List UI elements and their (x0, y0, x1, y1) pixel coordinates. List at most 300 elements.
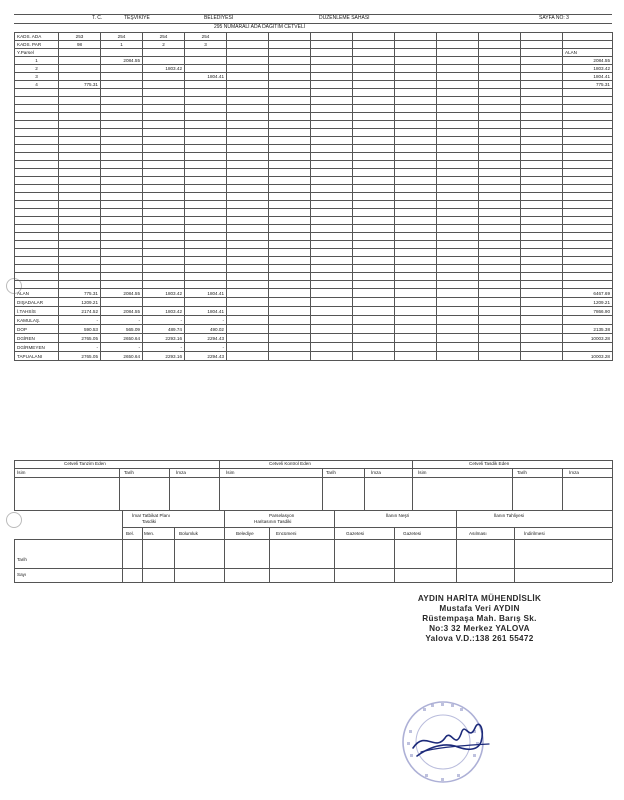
empty-cell (521, 265, 563, 273)
empty-cell (101, 161, 143, 169)
empty-cell (185, 265, 227, 273)
empty-row (15, 249, 613, 257)
empty-cell (227, 137, 269, 145)
parcel-area-cell: 1804.41 (185, 73, 227, 81)
empty-row (15, 169, 613, 177)
yparsel-label: Y.Parsel (15, 49, 59, 57)
summary-total: 6467.69 (563, 289, 613, 298)
empty-cell (59, 249, 101, 257)
empty-cell (563, 153, 613, 161)
empty-cell (59, 241, 101, 249)
parcel-area-cell (185, 81, 227, 89)
kads-par-value: 1 (101, 41, 143, 49)
empty-cell (311, 137, 353, 145)
empty-cell (311, 73, 353, 81)
empty-cell (15, 273, 59, 281)
summary-value: 2765.05 (59, 352, 101, 361)
summary-value: - (143, 316, 185, 325)
empty-cell (437, 153, 479, 161)
empty-cell (437, 265, 479, 273)
empty-cell (15, 153, 59, 161)
empty-cell (269, 169, 311, 177)
empty-cell (269, 81, 311, 89)
empty-cell (101, 209, 143, 217)
empty-cell (143, 145, 185, 153)
summary-value: 2294.43 (185, 334, 227, 343)
empty-cell (227, 57, 269, 65)
men-label: Men. (144, 531, 155, 536)
parcel-total: 775.31 (563, 81, 613, 89)
empty-cell (101, 257, 143, 265)
empty-cell (353, 265, 395, 273)
empty-cell (479, 352, 521, 361)
summary-total: 2135.38 (563, 325, 613, 334)
empty-cell (59, 225, 101, 233)
empty-cell (143, 105, 185, 113)
empty-cell (227, 352, 269, 361)
empty-cell (479, 298, 521, 307)
empty-cell (311, 233, 353, 241)
empty-cell (563, 97, 613, 105)
empty-cell (311, 225, 353, 233)
empty-cell (101, 145, 143, 153)
empty-cell (353, 193, 395, 201)
summary-row (15, 316, 613, 325)
empty-row (15, 217, 613, 225)
parcel-total: 1803.42 (563, 65, 613, 73)
empty-cell (437, 249, 479, 257)
empty-cell (59, 265, 101, 273)
empty-cell (521, 201, 563, 209)
empty-cell (395, 241, 437, 249)
empty-cell (185, 129, 227, 137)
empty-cell (227, 81, 269, 89)
tasdik-label: Cetveli Tasdik Eden (469, 461, 510, 466)
empty-cell (395, 307, 437, 316)
empty-cell (269, 241, 311, 249)
empty-cell (521, 169, 563, 177)
empty-cell (563, 121, 613, 129)
tarih-label-2: Tarih (326, 470, 336, 475)
empty-cell (479, 73, 521, 81)
empty-cell (15, 209, 59, 217)
empty-cell (353, 57, 395, 65)
empty-cell (311, 161, 353, 169)
empty-cell (143, 217, 185, 225)
summary-label: TAPUALANI (15, 352, 59, 361)
empty-cell (15, 249, 59, 257)
isim-label-3: İsim (418, 470, 427, 475)
empty-cell (521, 49, 563, 57)
empty-cell (479, 113, 521, 121)
empty-cell (563, 225, 613, 233)
empty-cell (227, 185, 269, 193)
parcel-area-cell: 775.31 (59, 81, 101, 89)
summary-value: 1209.21 (59, 298, 101, 307)
empty-cell (15, 97, 59, 105)
empty-cell (437, 57, 479, 65)
empty-cell (311, 334, 353, 343)
empty-cell (227, 307, 269, 316)
header-duzenleme: DÜZENLEME SAHASI (319, 15, 370, 21)
empty-cell (15, 105, 59, 113)
summary-value: 1803.42 (143, 289, 185, 298)
empty-cell (353, 273, 395, 281)
empty-cell (269, 193, 311, 201)
empty-cell (521, 65, 563, 73)
kads-par-value: 98 (59, 41, 101, 49)
empty-cell (437, 89, 479, 97)
empty-cell (437, 193, 479, 201)
empty-cell (479, 257, 521, 265)
empty-cell (437, 81, 479, 89)
empty-cell (15, 201, 59, 209)
empty-cell (15, 113, 59, 121)
empty-cell (521, 33, 563, 41)
empty-cell (437, 41, 479, 49)
empty-cell (479, 129, 521, 137)
parcel-row (15, 57, 613, 65)
empty-cell (227, 273, 269, 281)
empty-cell (479, 273, 521, 281)
empty-row (15, 97, 613, 105)
empty-cell (59, 153, 101, 161)
empty-cell (353, 113, 395, 121)
summary-value (101, 298, 143, 307)
empty-cell (311, 49, 353, 57)
empty-cell (437, 33, 479, 41)
empty-cell (311, 273, 353, 281)
empty-cell (311, 41, 353, 49)
empty-cell (395, 177, 437, 185)
empty-cell (563, 177, 613, 185)
empty-cell (395, 217, 437, 225)
alan-header: ALAN (563, 49, 613, 57)
empty-cell (15, 217, 59, 225)
empty-cell (269, 73, 311, 81)
empty-cell (143, 89, 185, 97)
empty-cell (479, 65, 521, 73)
empty-cell (59, 217, 101, 225)
empty-cell (227, 289, 269, 298)
parcel-area-cell (59, 73, 101, 81)
empty-cell (437, 217, 479, 225)
empty-cell (227, 145, 269, 153)
parcel-area-cell (101, 81, 143, 89)
empty-cell (269, 137, 311, 145)
empty-row (15, 273, 613, 281)
empty-cell (479, 241, 521, 249)
summary-value: 2084.55 (101, 289, 143, 298)
summary-value: - (101, 343, 143, 352)
empty-cell (15, 265, 59, 273)
bel-label: Bel. (126, 531, 134, 536)
summary-value: 2174.52 (59, 307, 101, 316)
empty-cell (479, 169, 521, 177)
empty-cell (479, 41, 521, 49)
empty-cell (353, 81, 395, 89)
empty-cell (101, 89, 143, 97)
empty-cell (269, 217, 311, 225)
parcel-number: 2 (15, 65, 59, 73)
empty-cell (563, 137, 613, 145)
summary-label: DIŞADALAR (15, 298, 59, 307)
empty-row (15, 225, 613, 233)
empty-cell (395, 273, 437, 281)
empty-cell (143, 233, 185, 241)
empty-cell (227, 33, 269, 41)
empty-cell (185, 137, 227, 145)
empty-cell (395, 298, 437, 307)
empty-cell (227, 113, 269, 121)
kontrol-label: Cetveli Kontrol Eden (269, 461, 311, 466)
empty-cell (479, 334, 521, 343)
empty-cell (143, 121, 185, 129)
empty-cell (437, 298, 479, 307)
empty-cell (59, 113, 101, 121)
empty-cell (353, 352, 395, 361)
empty-cell (59, 281, 101, 289)
empty-cell (185, 193, 227, 201)
empty-cell (227, 129, 269, 137)
header-tc: T. C. (92, 15, 103, 21)
empty-cell (353, 209, 395, 217)
empty-cell (269, 281, 311, 289)
empty-cell (395, 185, 437, 193)
parcel-total: 1804.41 (563, 73, 613, 81)
empty-cell (311, 257, 353, 265)
empty-cell (563, 89, 613, 97)
empty-cell (311, 249, 353, 257)
empty-row (15, 241, 613, 249)
empty-cell (479, 343, 521, 352)
empty-cell (101, 105, 143, 113)
encumeni-label: Encümeni (276, 531, 297, 536)
empty-cell (353, 334, 395, 343)
empty-cell (185, 185, 227, 193)
empty-cell (59, 121, 101, 129)
empty-cell (269, 289, 311, 298)
distribution-table (14, 32, 613, 361)
empty-cell (269, 325, 311, 334)
empty-cell (101, 265, 143, 273)
empty-cell (563, 257, 613, 265)
parcel-row (15, 73, 613, 81)
empty-cell (269, 65, 311, 73)
empty-cell (185, 233, 227, 241)
empty-cell (437, 257, 479, 265)
empty-cell (437, 97, 479, 105)
empty-cell (311, 57, 353, 65)
empty-cell (269, 225, 311, 233)
empty-cell (227, 41, 269, 49)
summary-row (15, 343, 613, 352)
summary-total: 10003.28 (563, 352, 613, 361)
empty-cell (395, 121, 437, 129)
empty-cell (479, 281, 521, 289)
empty-cell (353, 65, 395, 73)
empty-cell (395, 65, 437, 73)
empty-cell (395, 89, 437, 97)
empty-cell (269, 105, 311, 113)
empty-cell (15, 177, 59, 185)
empty-cell (227, 209, 269, 217)
empty-cell (185, 273, 227, 281)
empty-cell (101, 273, 143, 281)
empty-cell (395, 225, 437, 233)
company-stamp (392, 594, 567, 644)
empty-cell (353, 257, 395, 265)
header-belediyesi: BELEDİYESİ (204, 15, 234, 21)
empty-cell (521, 161, 563, 169)
empty-cell (395, 193, 437, 201)
empty-cell (395, 325, 437, 334)
empty-cell (59, 177, 101, 185)
empty-cell (143, 129, 185, 137)
stamp-line-4: No:3 32 Merkez YALOVA (429, 624, 530, 633)
empty-cell (521, 217, 563, 225)
empty-row (15, 209, 613, 217)
empty-cell (311, 89, 353, 97)
empty-cell (269, 89, 311, 97)
empty-cell (353, 307, 395, 316)
bolumluk-label: Bolumluk (179, 531, 198, 536)
empty-cell (353, 129, 395, 137)
empty-cell (353, 217, 395, 225)
empty-cell (395, 352, 437, 361)
empty-cell (521, 137, 563, 145)
empty-cell (311, 121, 353, 129)
summary-value: 1804.41 (185, 289, 227, 298)
empty-cell (479, 121, 521, 129)
header-sayfa: SAYFA NO: 3 (539, 15, 569, 21)
empty-cell (311, 97, 353, 105)
empty-cell (353, 316, 395, 325)
empty-cell (521, 73, 563, 81)
empty-cell (479, 193, 521, 201)
empty-cell (143, 161, 185, 169)
ilanin-nesri-label: İlanın Neşri (386, 513, 410, 518)
empty-cell (227, 298, 269, 307)
empty-cell (185, 257, 227, 265)
empty-cell (353, 161, 395, 169)
empty-cell (59, 201, 101, 209)
empty-cell (101, 49, 143, 57)
empty-cell (521, 298, 563, 307)
empty-cell (395, 105, 437, 113)
empty-row (15, 129, 613, 137)
empty-cell (479, 201, 521, 209)
empty-cell (521, 257, 563, 265)
empty-cell (479, 265, 521, 273)
empty-cell (269, 41, 311, 49)
kads-par-row (15, 41, 613, 49)
empty-cell (59, 273, 101, 281)
empty-cell (563, 249, 613, 257)
empty-cell (59, 137, 101, 145)
summary-label: DGİREN (15, 334, 59, 343)
empty-cell (353, 33, 395, 41)
empty-row (15, 257, 613, 265)
empty-cell (521, 193, 563, 201)
empty-cell (563, 273, 613, 281)
empty-cell (59, 257, 101, 265)
empty-cell (15, 233, 59, 241)
empty-cell (479, 217, 521, 225)
empty-cell (479, 153, 521, 161)
empty-cell (311, 209, 353, 217)
summary-value: 2294.43 (185, 352, 227, 361)
empty-cell (437, 343, 479, 352)
header-subtitle: 295 NUMARALI ADA DAĞITIM CETVELİ (214, 24, 306, 30)
empty-cell (563, 105, 613, 113)
empty-cell (15, 281, 59, 289)
summary-value: - (59, 316, 101, 325)
parcel-area-cell: 2084.55 (101, 57, 143, 65)
empty-cell (311, 193, 353, 201)
empty-cell (227, 325, 269, 334)
summary-value: - (185, 343, 227, 352)
parcel-area-cell (101, 73, 143, 81)
empty-cell (437, 289, 479, 298)
empty-cell (59, 209, 101, 217)
header-row (14, 14, 612, 23)
empty-cell (269, 352, 311, 361)
empty-row (15, 105, 613, 113)
empty-cell (521, 97, 563, 105)
empty-cell (437, 273, 479, 281)
empty-cell (101, 129, 143, 137)
empty-cell (437, 352, 479, 361)
empty-cell (269, 145, 311, 153)
empty-cell (101, 97, 143, 105)
empty-cell (15, 129, 59, 137)
parcel-area-cell (59, 65, 101, 73)
empty-cell (353, 177, 395, 185)
empty-cell (227, 161, 269, 169)
summary-total (563, 343, 613, 352)
empty-cell (479, 97, 521, 105)
empty-cell (353, 41, 395, 49)
approval-block (14, 510, 612, 582)
summary-row (15, 352, 613, 361)
empty-row (15, 201, 613, 209)
empty-cell (143, 201, 185, 209)
summary-value: 1804.41 (185, 307, 227, 316)
empty-cell (185, 225, 227, 233)
empty-cell (437, 145, 479, 153)
empty-cell (311, 352, 353, 361)
empty-cell (479, 225, 521, 233)
parcel-area-cell (185, 65, 227, 73)
empty-cell (563, 281, 613, 289)
empty-cell (227, 153, 269, 161)
parselasyon-label: Parselasyon (269, 513, 295, 518)
empty-cell (227, 257, 269, 265)
empty-cell (185, 89, 227, 97)
empty-cell (269, 113, 311, 121)
empty-cell (311, 343, 353, 352)
empty-cell (395, 161, 437, 169)
empty-cell (479, 233, 521, 241)
empty-cell (353, 89, 395, 97)
empty-cell (269, 265, 311, 273)
stamp-line-3: Rüstempaşa Mah. Barış Sk. (422, 614, 537, 623)
empty-cell (521, 129, 563, 137)
empty-cell (311, 105, 353, 113)
parcel-number: 3 (15, 73, 59, 81)
summary-label: ALAN (15, 289, 59, 298)
